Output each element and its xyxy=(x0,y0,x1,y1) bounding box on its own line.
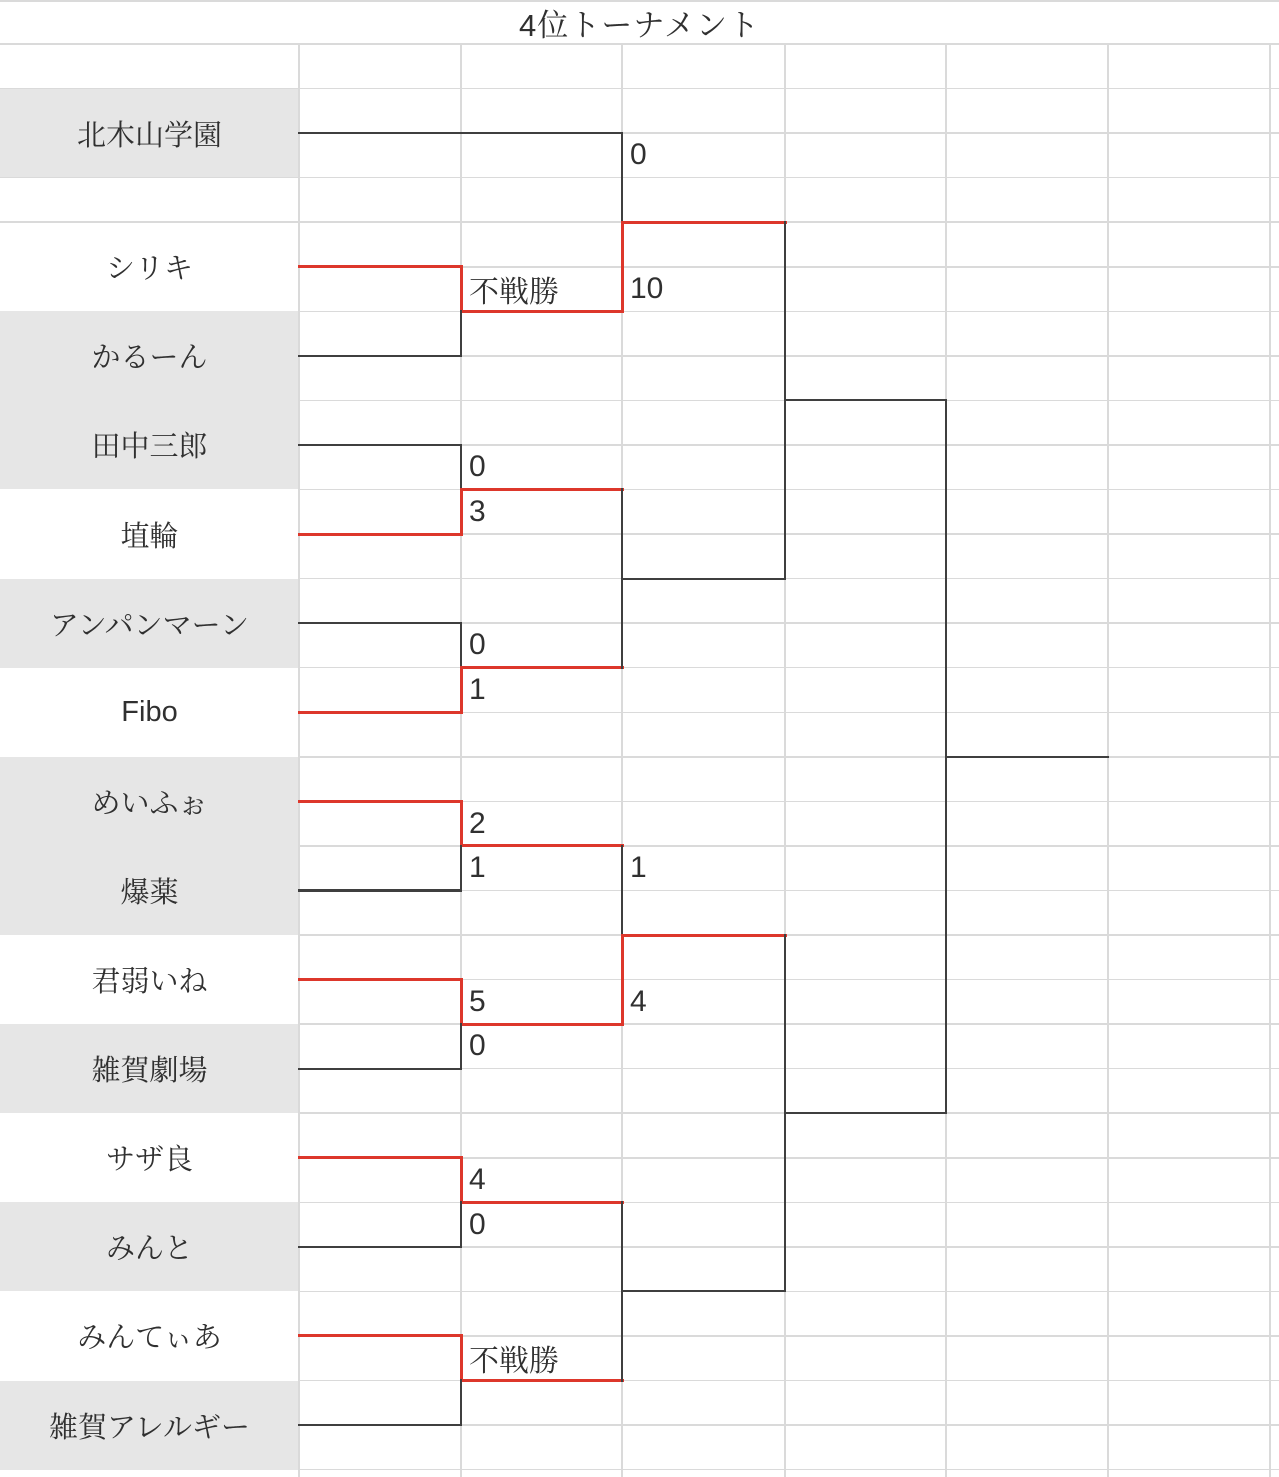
winner-path-line xyxy=(460,666,463,714)
winner-path-line xyxy=(621,221,624,313)
walkover-label: 不戦勝 xyxy=(469,276,559,310)
bracket-line xyxy=(460,1201,462,1248)
gridline xyxy=(460,44,462,1477)
bracket-line xyxy=(945,399,947,1114)
winner-path-line xyxy=(298,978,463,981)
bracket-line xyxy=(784,934,786,1293)
bracket-line xyxy=(460,310,462,357)
player-cell-0: 北木山学園 xyxy=(0,89,299,178)
gridline xyxy=(0,88,299,90)
bracket-line xyxy=(784,399,947,401)
bracket-line xyxy=(298,355,462,357)
gridline xyxy=(0,177,299,179)
gridline xyxy=(0,43,1279,45)
player-cell-14: 雑賀アレルギー xyxy=(0,1381,299,1470)
player-cell-13: みんてぃあ xyxy=(0,1291,299,1380)
winner-path-line xyxy=(298,1334,463,1337)
gridline xyxy=(299,1380,1279,1382)
player-cell-3: 田中三郎 xyxy=(0,400,299,489)
bracket-line xyxy=(621,845,623,936)
gridline xyxy=(299,1469,1279,1471)
player-cell-5: アンパンマーン xyxy=(0,579,299,668)
winner-path-line xyxy=(298,533,463,536)
winner-path-line xyxy=(621,934,787,937)
score-label: 0 xyxy=(469,1029,486,1063)
winner-path-line xyxy=(298,711,463,714)
gridline xyxy=(298,44,300,1477)
winner-path-line xyxy=(621,221,787,224)
player-cell-12: みんと xyxy=(0,1202,299,1291)
bracket-line xyxy=(460,1379,462,1426)
winner-path-line xyxy=(298,1156,463,1159)
gridline xyxy=(299,934,1279,936)
score-label: 0 xyxy=(469,1207,486,1241)
score-label: 4 xyxy=(469,1163,486,1197)
gridline xyxy=(1269,44,1271,1477)
player-cell-6: Fibo xyxy=(0,668,299,757)
bracket-line xyxy=(298,1246,462,1248)
bracket-line xyxy=(460,1023,462,1070)
score-label: 1 xyxy=(469,672,486,706)
winner-path-line xyxy=(298,265,463,268)
gridline xyxy=(299,88,1279,90)
player-cell-8: 爆薬 xyxy=(0,846,299,935)
score-label: 1 xyxy=(469,851,486,885)
bracket-line xyxy=(621,132,623,223)
winner-path-line xyxy=(460,800,463,848)
winner-path-line xyxy=(298,800,463,803)
gridline xyxy=(299,1023,1279,1025)
page-title: 4位トーナメント xyxy=(519,7,760,43)
score-label: 0 xyxy=(630,138,647,172)
score-label: 4 xyxy=(630,984,647,1018)
sheet-top-border xyxy=(0,0,1279,2)
winner-path-line xyxy=(460,978,463,1026)
player-cell-1: シリキ xyxy=(0,222,299,311)
gridline xyxy=(0,221,299,223)
bracket-line xyxy=(298,889,462,891)
score-label: 10 xyxy=(630,272,664,306)
score-label: 2 xyxy=(469,806,486,840)
bracket-line xyxy=(621,488,623,668)
gridline xyxy=(299,221,1279,223)
bracket-line xyxy=(784,221,786,580)
bracket-line xyxy=(460,444,462,491)
bracket-line xyxy=(621,1290,786,1292)
gridline xyxy=(299,667,1279,669)
bracket-line xyxy=(298,132,623,134)
bracket-line xyxy=(298,1068,462,1070)
gridline xyxy=(299,177,1279,179)
score-label: 0 xyxy=(469,628,486,662)
player-cell-4: 埴輪 xyxy=(0,490,299,579)
bracket-line xyxy=(460,845,462,892)
player-cell-2: かるーん xyxy=(0,311,299,400)
player-cell-11: サザ良 xyxy=(0,1113,299,1202)
gridline xyxy=(299,489,1279,491)
gridline xyxy=(299,845,1279,847)
winner-path-line xyxy=(460,265,463,313)
player-cell-10: 雑賀劇場 xyxy=(0,1024,299,1113)
walkover-label: 不戦勝 xyxy=(469,1345,559,1379)
player-cell-7: めいふぉ xyxy=(0,757,299,846)
score-label: 3 xyxy=(469,494,486,528)
gridline xyxy=(1107,44,1109,1477)
score-label: 1 xyxy=(630,851,647,885)
gridline xyxy=(299,578,1279,580)
bracket-line xyxy=(298,622,462,624)
score-label: 5 xyxy=(469,984,486,1018)
gridline xyxy=(299,311,1279,313)
bracket-line xyxy=(460,622,462,669)
bracket-line xyxy=(945,756,1109,758)
winner-path-line xyxy=(460,1334,463,1382)
player-cell-9: 君弱いね xyxy=(0,935,299,1024)
bracket-line xyxy=(621,578,786,580)
bracket-line xyxy=(784,1112,947,1114)
score-label: 0 xyxy=(469,450,486,484)
bracket-line xyxy=(298,1424,462,1426)
gridline xyxy=(299,1202,1279,1204)
bracket-line xyxy=(621,1201,623,1381)
winner-path-line xyxy=(460,488,463,536)
gridline xyxy=(299,1291,1279,1293)
winner-path-line xyxy=(460,1156,463,1204)
winner-path-line xyxy=(621,934,624,1026)
bracket-line xyxy=(298,444,462,446)
gridline xyxy=(299,756,1279,758)
